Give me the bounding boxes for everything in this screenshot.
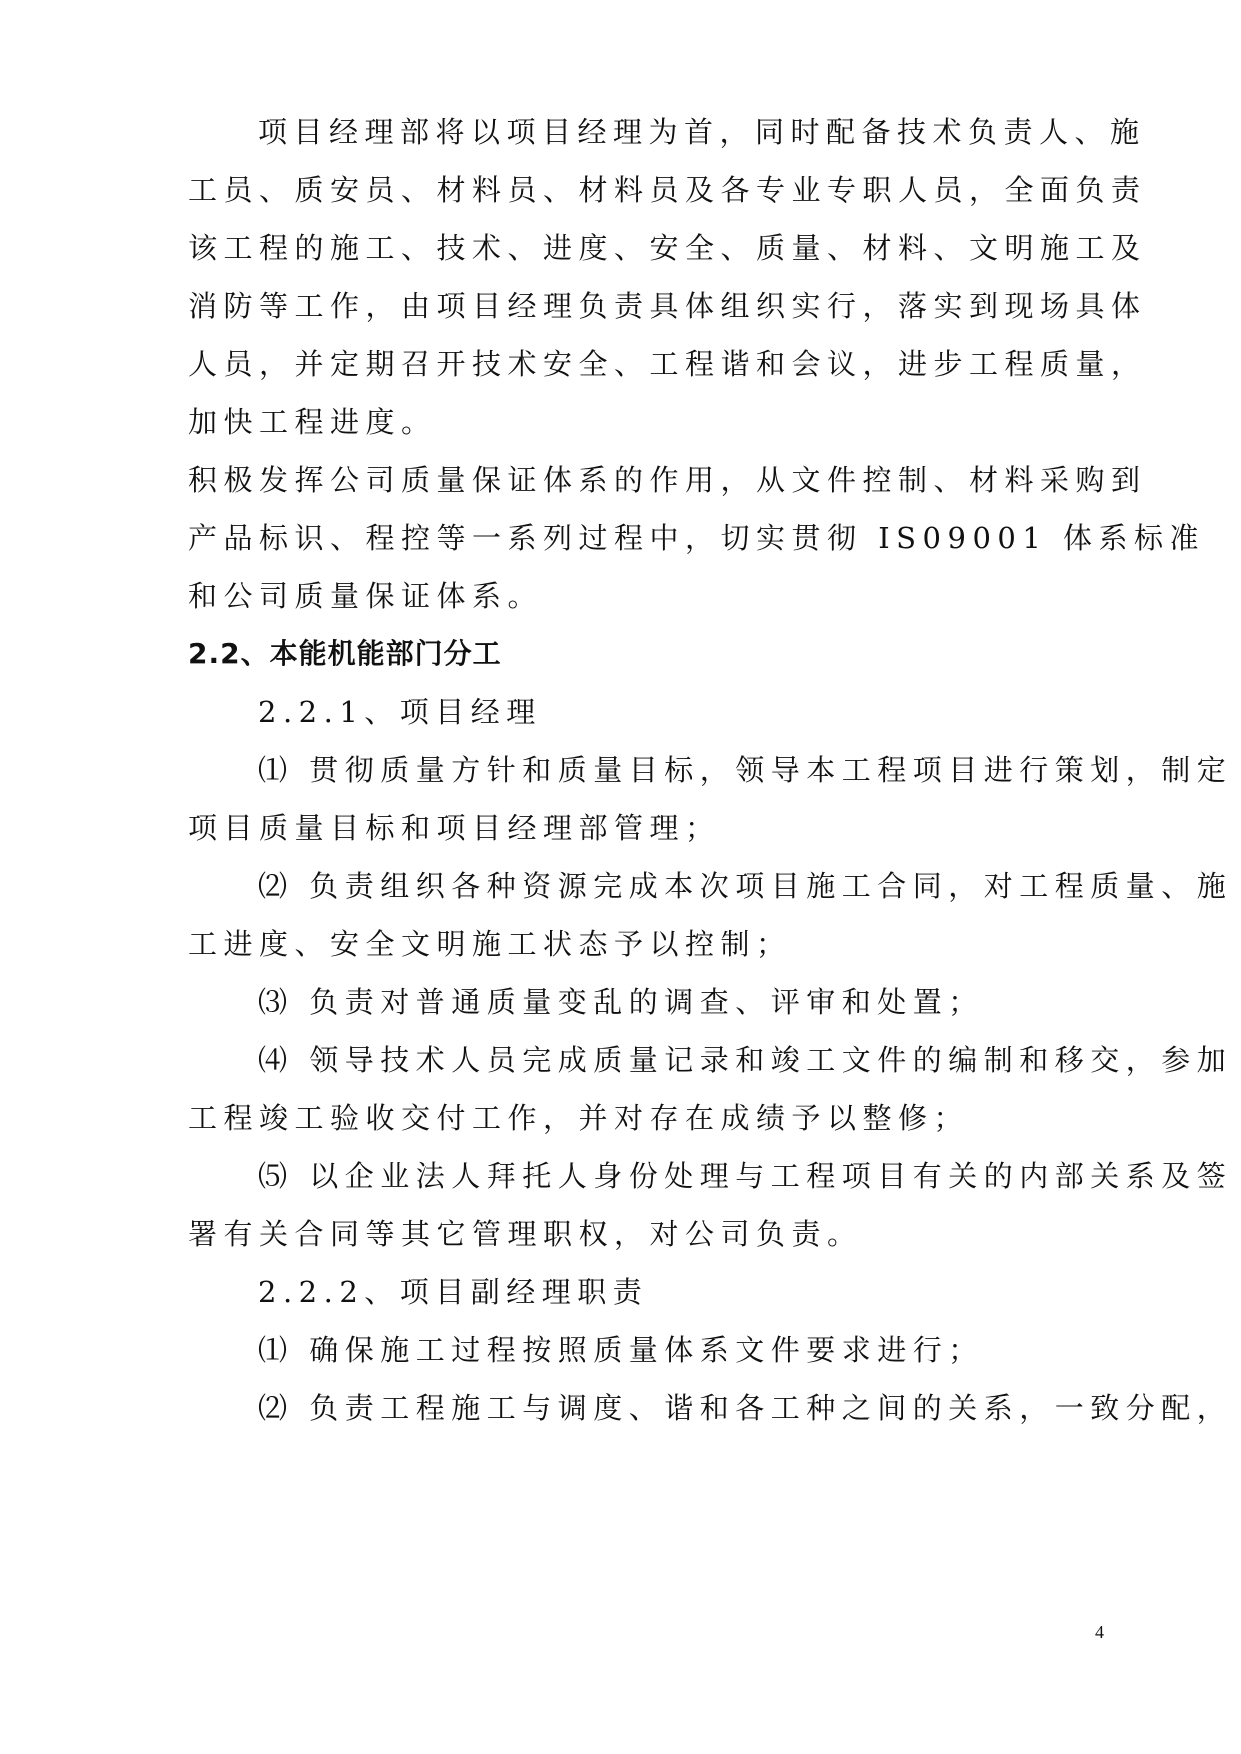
paragraph-line: 该工程的施工、技术、进度、安全、质量、材料、文明施工及 [188,231,1147,265]
list-item-line: 项目质量目标和项目经理部管理； [188,811,721,845]
paragraph-line: 积极发挥公司质量保证体系的作用，从文件控制、材料采购到 [188,463,1147,497]
list-item-line: 工程竣工验收交付工作，并对存在成绩予以整修； [188,1101,970,1135]
list-item-line: ⑸ 以企业法人拜托人身份处理与工程项目有关的内部关系及签 [258,1159,1233,1193]
paragraph-line: 项目经理部将以项目经理为首，同时配备技术负责人、施 [258,115,1146,149]
paragraph-line: 和公司质量保证体系。 [188,579,544,613]
list-item-line: ⑶ 负责对普通质量变乱的调查、评审和处置； [258,985,984,1019]
list-item-line: ⑵ 负责工程施工与调度、谐和各工种之间的关系，一致分配， [258,1391,1233,1425]
paragraph-line: 产品标识、程控等一系列过程中，切实贯彻 IS09001 体系标准 [188,521,1206,555]
paragraph-line: 工员、质安员、材料员、材料员及各专业专职人员，全面负责 [188,173,1147,207]
paragraph-line: 加快工程进度。 [188,405,437,439]
list-item-line: ⑵ 负责组织各种资源完成本次项目施工合同，对工程质量、施 [258,869,1233,903]
list-item-line: ⑷ 领导技术人员完成质量记录和竣工文件的编制和移交，参加 [258,1043,1233,1077]
paragraph-line: 消防等工作，由项目经理负责具体组织实行，落实到现场具体 [188,289,1147,323]
page-number: 4 [1095,1622,1104,1642]
section-heading: 2.2、本能机能部门分工 [188,637,502,670]
list-item-line: 工进度、安全文明施工状态予以控制； [188,927,792,961]
list-item-line: ⑴ 贯彻质量方针和质量目标，领导本工程项目进行策划，制定 [258,753,1233,787]
subsection-heading: 2.2.1、项目经理 [258,695,542,729]
paragraph-line: 人员，并定期召开技术安全、工程谐和会议，进步工程质量， [188,347,1147,381]
subsection-heading: 2.2.2、项目副经理职责 [258,1275,649,1309]
list-item-line: 署有关合同等其它管理职权，对公司负责。 [188,1217,863,1251]
list-item-line: ⑴ 确保施工过程按照质量体系文件要求进行； [258,1333,984,1367]
